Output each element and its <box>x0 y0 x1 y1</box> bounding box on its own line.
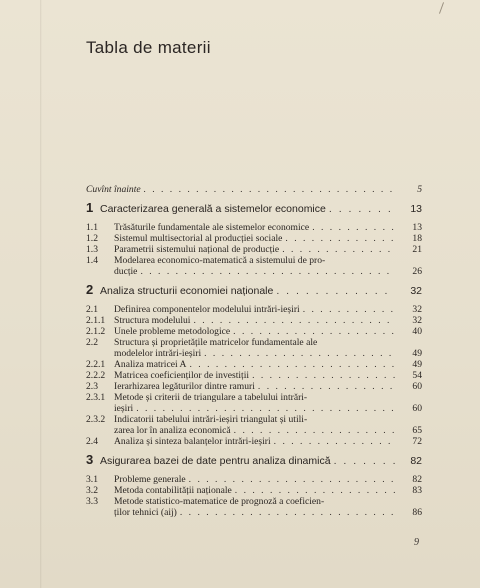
leader-dots <box>258 381 395 392</box>
toc-section <box>86 474 422 485</box>
toc-entry-number: 1.1 <box>86 222 98 233</box>
toc-entry-number: 3.2 <box>86 485 98 496</box>
toc-section <box>86 485 422 496</box>
leader-dots <box>329 203 395 216</box>
toc-entry-continuation: zarea lor în analiza economică <box>114 425 231 436</box>
toc-entry-label: Metode și criterii de triangulare a tabelului intrări- <box>114 392 308 403</box>
toc-page-number: 60 <box>412 381 422 392</box>
toc-section <box>86 392 422 414</box>
toc-page-number: 54 <box>412 370 422 381</box>
toc-entry-number: 1.2 <box>86 233 98 244</box>
page-crease <box>40 0 42 588</box>
toc-entry-continuation: ieșiri <box>114 403 134 414</box>
toc-chapter <box>86 283 422 298</box>
toc-entry-number: 1.3 <box>86 244 98 255</box>
leader-dots <box>136 403 395 414</box>
leader-dots <box>276 285 395 298</box>
leader-dots <box>189 474 395 485</box>
table-of-contents <box>86 184 422 518</box>
toc-section <box>86 304 422 315</box>
leader-dots <box>235 485 395 496</box>
toc-entry-number: 3 <box>86 452 94 467</box>
leader-dots <box>144 184 395 195</box>
toc-entry-number: 2.3.1 <box>86 392 106 403</box>
toc-entry-continuation: modelelor intrări-ieșiri <box>114 348 202 359</box>
toc-page-number: 40 <box>412 326 422 337</box>
toc-entry-label: Matricea coeficienților de investiții <box>114 370 250 381</box>
margin-mark <box>439 2 444 14</box>
leader-dots <box>180 507 395 518</box>
toc-entry-number: 2.2 <box>86 337 98 348</box>
leader-dots <box>204 348 395 359</box>
toc-entry-number: 2.1.2 <box>86 326 106 337</box>
toc-entry-label: Unele probleme metodologice <box>114 326 231 337</box>
toc-section <box>86 359 422 370</box>
toc-page-number: 18 <box>412 233 422 244</box>
leader-dots <box>234 425 395 436</box>
toc-page-number: 32 <box>412 304 422 315</box>
toc-entry-label: Definirea componentelor modelului intrări-ieșiri <box>114 304 300 315</box>
toc-page-number: 21 <box>412 244 422 255</box>
toc-section <box>86 244 422 255</box>
leader-dots <box>334 455 395 468</box>
leader-dots <box>233 326 395 337</box>
toc-entry-number: 2.2.2 <box>86 370 106 381</box>
toc-section <box>86 337 422 359</box>
toc-page-number: 82 <box>412 474 422 485</box>
toc-page-number: 60 <box>412 403 422 414</box>
toc-page-number: 49 <box>412 359 422 370</box>
toc-entry-label: Cuvînt înainte <box>86 184 141 195</box>
toc-section <box>86 370 422 381</box>
toc-entry-number: 3.3 <box>86 496 98 507</box>
leader-dots <box>140 266 395 277</box>
toc-entry-label: Metoda contabilității naționale <box>114 485 232 496</box>
toc-entry-number: 2 <box>86 282 94 297</box>
toc-section <box>86 496 422 518</box>
toc-page-number: 65 <box>412 425 422 436</box>
toc-intro <box>86 184 422 195</box>
toc-entry-number: 3.1 <box>86 474 98 485</box>
toc-page-number: 13 <box>412 222 422 233</box>
leader-dots <box>189 359 395 370</box>
toc-entry-number: 1.4 <box>86 255 98 266</box>
toc-section <box>86 326 422 337</box>
toc-section <box>86 315 422 326</box>
toc-entry-label: Asigurarea bazei de date pentru analiza dinamică <box>100 455 331 467</box>
toc-entry-label: Metode statistico-matematice de prognoză a coeficien- <box>114 496 325 507</box>
leader-dots <box>312 222 395 233</box>
toc-entry-number: 2.3 <box>86 381 98 392</box>
toc-section <box>86 222 422 233</box>
toc-entry-label: Structura modelului <box>114 315 191 326</box>
leader-dots <box>252 370 395 381</box>
toc-entry-number: 1 <box>86 200 94 215</box>
toc-entry-label: Parametrii sistemului național de producție <box>114 244 280 255</box>
toc-page-number: 32 <box>412 315 422 326</box>
toc-page-number: 82 <box>410 455 422 467</box>
toc-page-number: 83 <box>412 485 422 496</box>
toc-entry-continuation: ților tehnici (aij) <box>114 507 177 518</box>
toc-section <box>86 414 422 436</box>
leader-dots <box>303 304 395 315</box>
leader-dots <box>193 315 395 326</box>
toc-entry-label: Analiza matricei A <box>114 359 187 370</box>
toc-entry-continuation: ducție <box>114 266 138 277</box>
toc-entry-number: 2.3.2 <box>86 414 106 425</box>
toc-entry-number: 2.2.1 <box>86 359 106 370</box>
toc-chapter <box>86 453 422 468</box>
toc-entry-label: Trăsăturile fundamentale ale sistemelor economice <box>114 222 310 233</box>
toc-entry-label: Ierarhizarea legăturilor dintre ramuri <box>114 381 255 392</box>
toc-entry-number: 2.4 <box>86 436 98 447</box>
toc-section <box>86 255 422 277</box>
toc-entry-label: Analiza și sinteza balanțelor intrări-ieșiri <box>114 436 271 447</box>
toc-entry-label: Structura și proprietățile matricelor fundamentale ale <box>114 337 318 348</box>
toc-entry-label: Probleme generale <box>114 474 186 485</box>
toc-section <box>86 436 422 447</box>
page-title: Tabla de materii <box>86 38 211 57</box>
page-number: 9 <box>414 537 419 548</box>
toc-entry-label: Caracterizarea generală a sistemelor economice <box>100 203 326 215</box>
toc-page-number: 32 <box>410 285 422 297</box>
toc-entry-label: Sistemul multisectorial al producției sociale <box>114 233 283 244</box>
leader-dots <box>282 244 395 255</box>
toc-page-number: 72 <box>412 436 422 447</box>
toc-page-number: 86 <box>412 507 422 518</box>
toc-page-number: 26 <box>412 266 422 277</box>
toc-page-number: 49 <box>412 348 422 359</box>
toc-chapter <box>86 201 422 216</box>
leader-dots <box>274 436 395 447</box>
toc-entry-label: Analiza structurii economiei naționale <box>100 285 274 297</box>
toc-entry-number: 2.1 <box>86 304 98 315</box>
toc-page-number: 13 <box>410 203 422 215</box>
toc-entry-label: Modelarea economico-matematică a sistemului de pro- <box>114 255 326 266</box>
leader-dots <box>285 233 395 244</box>
toc-section <box>86 381 422 392</box>
toc-page-number: 5 <box>417 184 422 195</box>
toc-entry-label: Indicatorii tabelului intrări-ieșiri triangulat și utili- <box>114 414 308 425</box>
toc-entry-number: 2.1.1 <box>86 315 106 326</box>
toc-section <box>86 233 422 244</box>
